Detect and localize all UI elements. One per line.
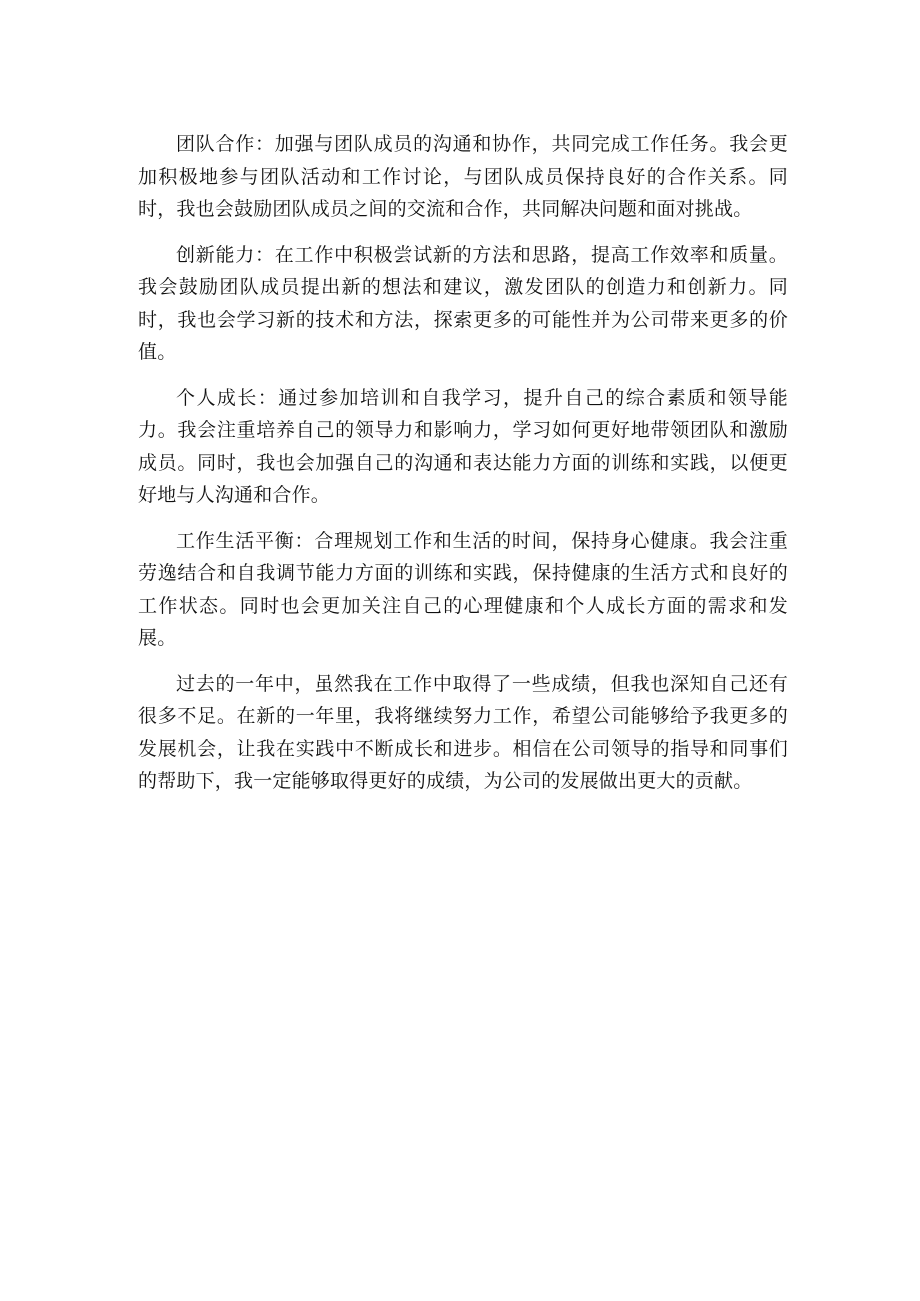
paragraph-work-life-balance: 工作生活平衡：合理规划工作和生活的时间，保持身心健康。我会注重劳逸结合和自我调节能力方面的训练和实践，保持健康的生活方式和良好的工作状态。同时也会更加关注自己的心理健康和个人成长方面的需求和发展。: [138, 529, 788, 649]
paragraph-teamwork: 团队合作：加强与团队成员的沟通和协作，共同完成工作任务。我会更加积极地参与团队活动和工作讨论，与团队成员保持良好的合作关系。同时，我也会鼓励团队成员之间的交流和合作，共同解决问题和面对挑战。: [138, 133, 788, 220]
document-body: [138, 128, 788, 811]
paragraph-innovation: 创新能力：在工作中积极尝试新的方法和思路，提高工作效率和质量。我会鼓励团队成员提出新的想法和建议，激发团队的创造力和创新力。同时，我也会学习新的技术和方法，探索更多的可能性并为公司带来更多的价值。: [138, 243, 788, 363]
paragraph-conclusion: 过去的一年中，虽然我在工作中取得了一些成绩，但我也深知自己还有很多不足。在新的一年里，我将继续努力工作，希望公司能够给予我更多的发展机会，让我在实践中不断成长和进步。相信在公司领导的指导和同事们的帮助下，我一定能够取得更好的成绩，为公司的发展做出更大的贡献。: [138, 672, 788, 792]
paragraph-personal-growth: 个人成长：通过参加培训和自我学习，提升自己的综合素质和领导能力。我会注重培养自己的领导力和影响力，学习如何更好地带领团队和激励成员。同时，我也会加强自己的沟通和表达能力方面的训练和实践，以便更好地与人沟通和合作。: [138, 386, 788, 506]
